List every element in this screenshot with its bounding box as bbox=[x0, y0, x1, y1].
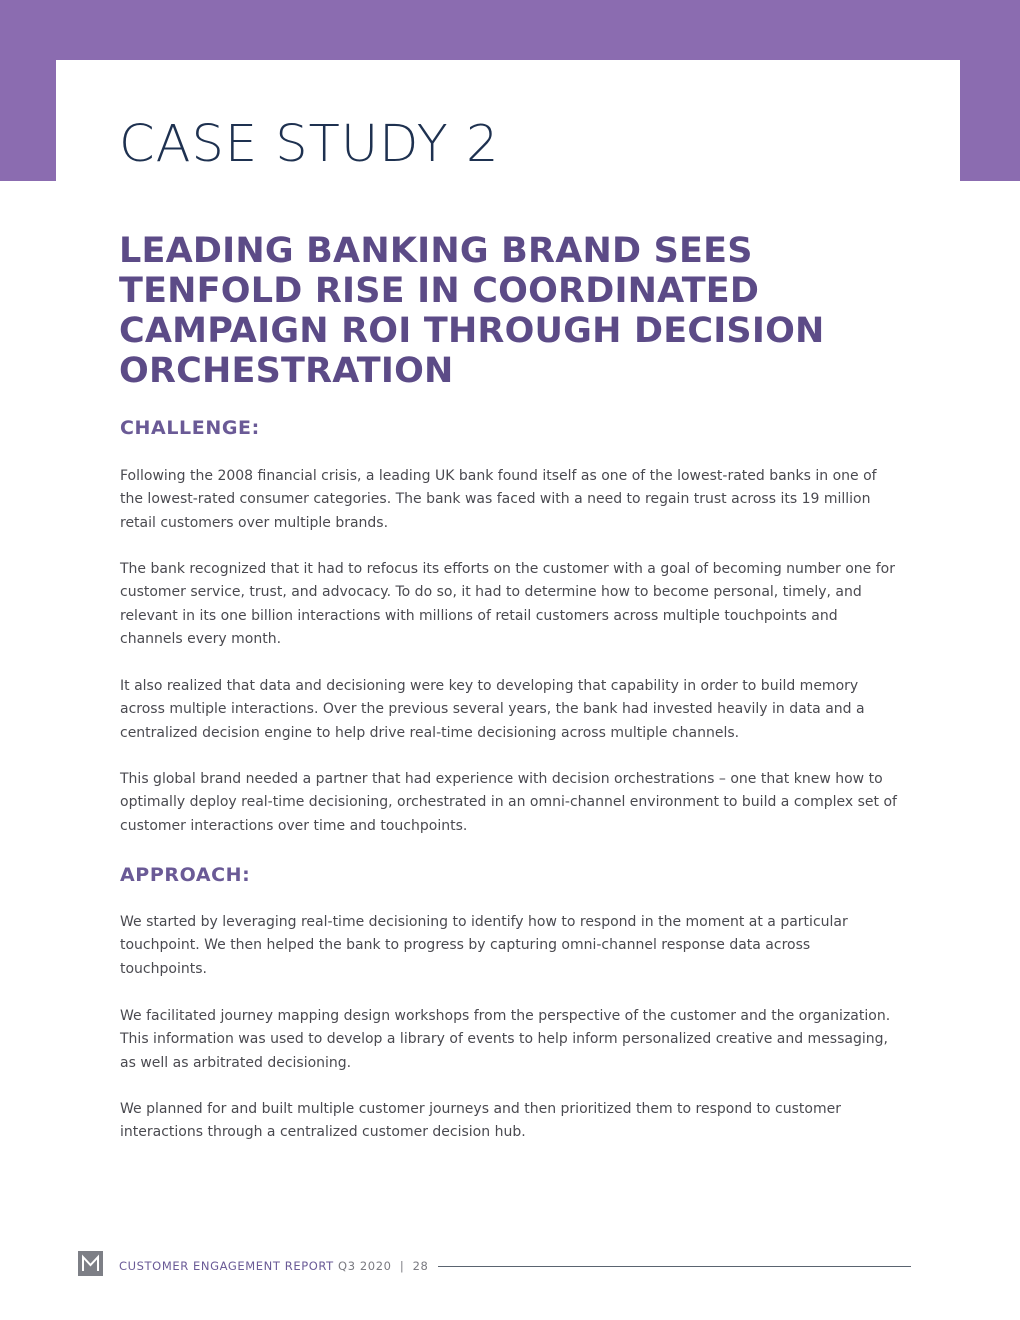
approach-paragraph-2: We facilitated journey mapping design workshops from the perspective of the customer and the organization. This information was used to develop a library of events to help inform personalized creative and messaging, as well as arbitrated decisioning. bbox=[120, 1008, 891, 1071]
challenge-paragraph-4: This global brand needed a partner that had experience with decision orchestrations – one that knew how to optimally deploy real-time decisioning, orchestrated in an omni-channel environment to build a complex set of customer interactions over time and touchpoints. bbox=[120, 771, 897, 834]
footer-label bbox=[119, 1258, 428, 1274]
m-logo-icon bbox=[78, 1251, 103, 1276]
case-study-title: CASE STUDY 2 bbox=[119, 115, 500, 174]
challenge-paragraph-3: It also realized that data and decisioning were key to developing that capability in order to build memory across multiple interactions. Over the previous several years, the bank had invested heavily in data and a centralized decision engine to help drive real-time decisioning across multiple channels. bbox=[120, 678, 865, 741]
footer-report-name: CUSTOMER ENGAGEMENT REPORT bbox=[119, 1259, 334, 1273]
challenge-heading: CHALLENGE: bbox=[120, 417, 260, 439]
approach-paragraph-1: We started by leveraging real-time decisioning to identify how to respond in the moment at a particular touchpoint. We then helped the bank to progress by capturing omni-channel response data across touchpoints. bbox=[120, 914, 848, 977]
challenge-paragraph-2: The bank recognized that it had to refocus its efforts on the customer with a goal of becoming number one for customer service, trust, and advocacy. To do so, it had to determine how to become personal, timely, and relevant in its one billion interactions with millions of retail customers across multiple touchpoints and channels every month. bbox=[120, 561, 895, 647]
footer-quarter: Q3 2020 bbox=[338, 1259, 392, 1273]
footer-divider bbox=[438, 1266, 911, 1267]
approach-heading: APPROACH: bbox=[120, 864, 251, 886]
brand-logo bbox=[78, 1251, 103, 1276]
challenge-paragraph-1: Following the 2008 financial crisis, a leading UK bank found itself as one of the lowest-rated banks in one of the lowest-rated consumer categories. The bank was faced with a need to regain trust across its 19 million retail customers over multiple brands. bbox=[120, 468, 877, 531]
page-number: 28 bbox=[412, 1259, 429, 1273]
approach-paragraph-3: We planned for and built multiple customer journeys and then prioritized them to respond to customer interactions through a centralized customer decision hub. bbox=[120, 1101, 841, 1141]
article-headline: LEADING BANKING BRAND SEES TENFOLD RISE IN COORDINATED CAMPAIGN ROI THROUGH DECISION ORCHESTRATION bbox=[119, 231, 825, 391]
footer-separator: | bbox=[399, 1259, 405, 1273]
